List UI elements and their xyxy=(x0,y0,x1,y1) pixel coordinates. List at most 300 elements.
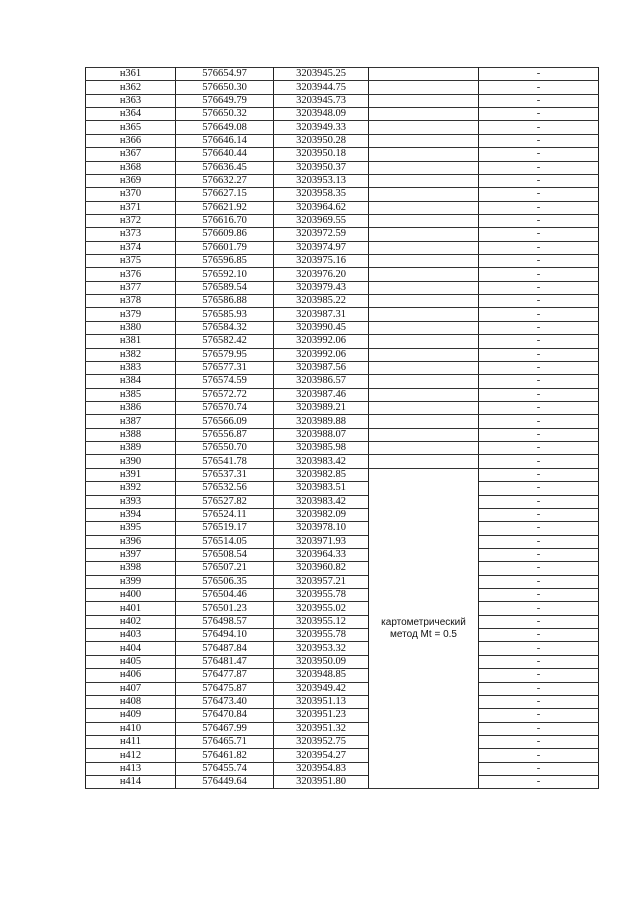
x-coordinate-cell: 576586.88 xyxy=(176,295,274,308)
x-coordinate-cell: 576465.71 xyxy=(176,735,274,748)
table-row xyxy=(86,81,599,94)
method-cell-empty xyxy=(369,94,479,107)
x-coordinate-cell: 576519.17 xyxy=(176,522,274,535)
x-coordinate-cell: 576636.45 xyxy=(176,161,274,174)
y-coordinate-cell: 3203951.23 xyxy=(274,709,369,722)
point-name-cell: н407 xyxy=(86,682,176,695)
table-row xyxy=(86,308,599,321)
dash-cell: - xyxy=(479,308,599,321)
point-name-cell: н376 xyxy=(86,268,176,281)
table-row xyxy=(86,188,599,201)
x-coordinate-cell: 576570.74 xyxy=(176,401,274,414)
table-row xyxy=(86,148,599,161)
table-row xyxy=(86,295,599,308)
table-row xyxy=(86,495,599,508)
y-coordinate-cell: 3203960.82 xyxy=(274,562,369,575)
x-coordinate-cell: 576506.35 xyxy=(176,575,274,588)
x-coordinate-cell: 576481.47 xyxy=(176,655,274,668)
dash-cell: - xyxy=(479,281,599,294)
dash-cell: - xyxy=(479,575,599,588)
y-coordinate-cell: 3203989.21 xyxy=(274,401,369,414)
y-coordinate-cell: 3203945.73 xyxy=(274,94,369,107)
method-cell-empty xyxy=(369,281,479,294)
dash-cell: - xyxy=(479,562,599,575)
y-coordinate-cell: 3203950.28 xyxy=(274,134,369,147)
x-coordinate-cell: 576650.30 xyxy=(176,81,274,94)
point-name-cell: н385 xyxy=(86,388,176,401)
dash-cell: - xyxy=(479,722,599,735)
y-coordinate-cell: 3203952.75 xyxy=(274,735,369,748)
y-coordinate-cell: 3203969.55 xyxy=(274,214,369,227)
point-name-cell: н403 xyxy=(86,629,176,642)
y-coordinate-cell: 3203950.09 xyxy=(274,655,369,668)
point-name-cell: н406 xyxy=(86,669,176,682)
y-coordinate-cell: 3203955.78 xyxy=(274,629,369,642)
point-name-cell: н399 xyxy=(86,575,176,588)
table-row xyxy=(86,121,599,134)
point-name-cell: н409 xyxy=(86,709,176,722)
table-row xyxy=(86,669,599,682)
x-coordinate-cell: 576585.93 xyxy=(176,308,274,321)
y-coordinate-cell: 3203974.97 xyxy=(274,241,369,254)
method-cell-empty xyxy=(369,455,479,468)
y-coordinate-cell: 3203945.25 xyxy=(274,68,369,81)
y-coordinate-cell: 3203985.22 xyxy=(274,295,369,308)
table-row xyxy=(86,201,599,214)
x-coordinate-cell: 576504.46 xyxy=(176,589,274,602)
table-row xyxy=(86,776,599,789)
point-name-cell: н366 xyxy=(86,134,176,147)
y-coordinate-cell: 3203951.13 xyxy=(274,695,369,708)
point-name-cell: н379 xyxy=(86,308,176,321)
dash-cell: - xyxy=(479,602,599,615)
table-row xyxy=(86,134,599,147)
dash-cell: - xyxy=(479,535,599,548)
table-row xyxy=(86,695,599,708)
y-coordinate-cell: 3203955.78 xyxy=(274,589,369,602)
table-row xyxy=(86,108,599,121)
dash-cell: - xyxy=(479,682,599,695)
x-coordinate-cell: 576470.84 xyxy=(176,709,274,722)
point-name-cell: н411 xyxy=(86,735,176,748)
table-row xyxy=(86,535,599,548)
x-coordinate-cell: 576649.79 xyxy=(176,94,274,107)
y-coordinate-cell: 3203949.33 xyxy=(274,121,369,134)
method-cell-empty xyxy=(369,308,479,321)
method-cell-empty xyxy=(369,415,479,428)
dash-cell: - xyxy=(479,174,599,187)
point-name-cell: н364 xyxy=(86,108,176,121)
x-coordinate-cell: 576579.95 xyxy=(176,348,274,361)
y-coordinate-cell: 3203964.33 xyxy=(274,548,369,561)
dash-cell: - xyxy=(479,642,599,655)
table-row xyxy=(86,709,599,722)
x-coordinate-cell: 576532.56 xyxy=(176,482,274,495)
dash-cell: - xyxy=(479,709,599,722)
method-cell-empty xyxy=(369,401,479,414)
table-row xyxy=(86,655,599,668)
method-cell-empty xyxy=(369,161,479,174)
point-name-cell: н387 xyxy=(86,415,176,428)
point-name-cell: н373 xyxy=(86,228,176,241)
dash-cell: - xyxy=(479,361,599,374)
method-cell-empty xyxy=(369,442,479,455)
table-row xyxy=(86,575,599,588)
y-coordinate-cell: 3203976.20 xyxy=(274,268,369,281)
point-name-cell: н404 xyxy=(86,642,176,655)
table-row xyxy=(86,589,599,602)
point-name-cell: н368 xyxy=(86,161,176,174)
y-coordinate-cell: 3203983.42 xyxy=(274,495,369,508)
table-row xyxy=(86,762,599,775)
point-name-cell: н401 xyxy=(86,602,176,615)
y-coordinate-cell: 3203987.31 xyxy=(274,308,369,321)
table-row xyxy=(86,361,599,374)
dash-cell: - xyxy=(479,214,599,227)
x-coordinate-cell: 576467.99 xyxy=(176,722,274,735)
x-coordinate-cell: 576627.15 xyxy=(176,188,274,201)
y-coordinate-cell: 3203992.06 xyxy=(274,335,369,348)
y-coordinate-cell: 3203985.98 xyxy=(274,442,369,455)
table-row xyxy=(86,548,599,561)
table-row xyxy=(86,642,599,655)
method-cell-empty xyxy=(369,68,479,81)
dash-cell: - xyxy=(479,228,599,241)
point-name-cell: н413 xyxy=(86,762,176,775)
method-accuracy: метод Mt = 0.5 xyxy=(390,628,457,640)
dash-cell: - xyxy=(479,482,599,495)
method-cell-empty xyxy=(369,348,479,361)
x-coordinate-cell: 576477.87 xyxy=(176,669,274,682)
method-cell-empty xyxy=(369,228,479,241)
x-coordinate-cell: 576577.31 xyxy=(176,361,274,374)
dash-cell: - xyxy=(479,495,599,508)
point-name-cell: н377 xyxy=(86,281,176,294)
x-coordinate-cell: 576640.44 xyxy=(176,148,274,161)
x-coordinate-cell: 576541.78 xyxy=(176,455,274,468)
table-row xyxy=(86,629,599,642)
method-cell-empty xyxy=(369,361,479,374)
dash-cell: - xyxy=(479,121,599,134)
dash-cell: - xyxy=(479,188,599,201)
y-coordinate-cell: 3203951.32 xyxy=(274,722,369,735)
table-row xyxy=(86,68,599,81)
method-cell-empty xyxy=(369,188,479,201)
table-row xyxy=(86,348,599,361)
dash-cell: - xyxy=(479,94,599,107)
y-coordinate-cell: 3203987.46 xyxy=(274,388,369,401)
dash-cell: - xyxy=(479,455,599,468)
x-coordinate-cell: 576592.10 xyxy=(176,268,274,281)
table-row xyxy=(86,482,599,495)
method-cell-empty xyxy=(369,255,479,268)
dash-cell: - xyxy=(479,148,599,161)
dash-cell: - xyxy=(479,442,599,455)
x-coordinate-cell: 576494.10 xyxy=(176,629,274,642)
x-coordinate-cell: 576501.23 xyxy=(176,602,274,615)
dash-cell: - xyxy=(479,134,599,147)
point-name-cell: н383 xyxy=(86,361,176,374)
point-name-cell: н390 xyxy=(86,455,176,468)
method-cell-empty xyxy=(369,335,479,348)
table-row xyxy=(86,94,599,107)
point-name-cell: н374 xyxy=(86,241,176,254)
x-coordinate-cell: 576550.70 xyxy=(176,442,274,455)
point-name-cell: н393 xyxy=(86,495,176,508)
point-name-cell: н402 xyxy=(86,615,176,628)
y-coordinate-cell: 3203983.42 xyxy=(274,455,369,468)
x-coordinate-cell: 576527.82 xyxy=(176,495,274,508)
y-coordinate-cell: 3203989.88 xyxy=(274,415,369,428)
point-name-cell: н361 xyxy=(86,68,176,81)
table-row xyxy=(86,335,599,348)
x-coordinate-cell: 576455.74 xyxy=(176,762,274,775)
y-coordinate-cell: 3203953.32 xyxy=(274,642,369,655)
table-row xyxy=(86,228,599,241)
method-cell-empty xyxy=(369,295,479,308)
point-name-cell: н370 xyxy=(86,188,176,201)
dash-cell: - xyxy=(479,335,599,348)
y-coordinate-cell: 3203975.16 xyxy=(274,255,369,268)
dash-cell: - xyxy=(479,522,599,535)
x-coordinate-cell: 576589.54 xyxy=(176,281,274,294)
point-name-cell: н363 xyxy=(86,94,176,107)
dash-cell: - xyxy=(479,348,599,361)
method-cell-empty xyxy=(369,321,479,334)
point-name-cell: н395 xyxy=(86,522,176,535)
method-cell-empty xyxy=(369,214,479,227)
dash-cell: - xyxy=(479,762,599,775)
coordinates-table-body xyxy=(86,68,599,789)
y-coordinate-cell: 3203949.42 xyxy=(274,682,369,695)
y-coordinate-cell: 3203992.06 xyxy=(274,348,369,361)
x-coordinate-cell: 576632.27 xyxy=(176,174,274,187)
y-coordinate-cell: 3203950.18 xyxy=(274,148,369,161)
table-row xyxy=(86,214,599,227)
point-name-cell: н398 xyxy=(86,562,176,575)
method-cell-empty xyxy=(369,81,479,94)
point-name-cell: н369 xyxy=(86,174,176,187)
point-name-cell: н389 xyxy=(86,442,176,455)
dash-cell: - xyxy=(479,615,599,628)
table-row xyxy=(86,388,599,401)
table-row xyxy=(86,442,599,455)
y-coordinate-cell: 3203954.83 xyxy=(274,762,369,775)
point-name-cell: н371 xyxy=(86,201,176,214)
y-coordinate-cell: 3203982.85 xyxy=(274,468,369,481)
table-row xyxy=(86,375,599,388)
table-row xyxy=(86,615,599,628)
method-cell-empty xyxy=(369,375,479,388)
x-coordinate-cell: 576621.92 xyxy=(176,201,274,214)
dash-cell: - xyxy=(479,108,599,121)
x-coordinate-cell: 576596.85 xyxy=(176,255,274,268)
x-coordinate-cell: 576566.09 xyxy=(176,415,274,428)
method-cell-empty xyxy=(369,388,479,401)
table-row xyxy=(86,508,599,521)
point-name-cell: н412 xyxy=(86,749,176,762)
dash-cell: - xyxy=(479,81,599,94)
y-coordinate-cell: 3203979.43 xyxy=(274,281,369,294)
point-name-cell: н410 xyxy=(86,722,176,735)
x-coordinate-cell: 576508.54 xyxy=(176,548,274,561)
point-name-cell: н414 xyxy=(86,776,176,789)
y-coordinate-cell: 3203988.07 xyxy=(274,428,369,441)
table-row xyxy=(86,268,599,281)
method-cell-empty xyxy=(369,428,479,441)
point-name-cell: н367 xyxy=(86,148,176,161)
x-coordinate-cell: 576537.31 xyxy=(176,468,274,481)
point-name-cell: н381 xyxy=(86,335,176,348)
dash-cell: - xyxy=(479,375,599,388)
table-row xyxy=(86,281,599,294)
dash-cell: - xyxy=(479,201,599,214)
point-name-cell: н362 xyxy=(86,81,176,94)
dash-cell: - xyxy=(479,548,599,561)
table-row xyxy=(86,455,599,468)
point-name-cell: н408 xyxy=(86,695,176,708)
x-coordinate-cell: 576654.97 xyxy=(176,68,274,81)
dash-cell: - xyxy=(479,295,599,308)
point-name-cell: н405 xyxy=(86,655,176,668)
table-row xyxy=(86,722,599,735)
method-cell-empty xyxy=(369,108,479,121)
y-coordinate-cell: 3203971.93 xyxy=(274,535,369,548)
method-cell-empty xyxy=(369,268,479,281)
method-cell-empty xyxy=(369,121,479,134)
point-name-cell: н391 xyxy=(86,468,176,481)
point-name-cell: н372 xyxy=(86,214,176,227)
table-row xyxy=(86,428,599,441)
y-coordinate-cell: 3203955.02 xyxy=(274,602,369,615)
method-name: картометрический xyxy=(381,616,466,628)
point-name-cell: н388 xyxy=(86,428,176,441)
point-name-cell: н400 xyxy=(86,589,176,602)
point-name-cell: н378 xyxy=(86,295,176,308)
dash-cell: - xyxy=(479,68,599,81)
y-coordinate-cell: 3203955.12 xyxy=(274,615,369,628)
y-coordinate-cell: 3203972.59 xyxy=(274,228,369,241)
x-coordinate-cell: 576498.57 xyxy=(176,615,274,628)
table-row xyxy=(86,415,599,428)
dash-cell: - xyxy=(479,695,599,708)
table-row xyxy=(86,241,599,254)
point-name-cell: н386 xyxy=(86,401,176,414)
x-coordinate-cell: 576584.32 xyxy=(176,321,274,334)
dash-cell: - xyxy=(479,428,599,441)
x-coordinate-cell: 576475.87 xyxy=(176,682,274,695)
method-cell-empty xyxy=(369,174,479,187)
point-name-cell: н365 xyxy=(86,121,176,134)
dash-cell: - xyxy=(479,268,599,281)
y-coordinate-cell: 3203987.56 xyxy=(274,361,369,374)
x-coordinate-cell: 576487.84 xyxy=(176,642,274,655)
x-coordinate-cell: 576582.42 xyxy=(176,335,274,348)
point-name-cell: н384 xyxy=(86,375,176,388)
y-coordinate-cell: 3203957.21 xyxy=(274,575,369,588)
point-name-cell: н392 xyxy=(86,482,176,495)
y-coordinate-cell: 3203990.45 xyxy=(274,321,369,334)
x-coordinate-cell: 576524.11 xyxy=(176,508,274,521)
x-coordinate-cell: 576556.87 xyxy=(176,428,274,441)
x-coordinate-cell: 576649.08 xyxy=(176,121,274,134)
y-coordinate-cell: 3203986.57 xyxy=(274,375,369,388)
method-cell-empty xyxy=(369,241,479,254)
y-coordinate-cell: 3203983.51 xyxy=(274,482,369,495)
dash-cell: - xyxy=(479,589,599,602)
y-coordinate-cell: 3203954.27 xyxy=(274,749,369,762)
table-row xyxy=(86,522,599,535)
dash-cell: - xyxy=(479,388,599,401)
table-row xyxy=(86,602,599,615)
point-name-cell: н394 xyxy=(86,508,176,521)
x-coordinate-cell: 576646.14 xyxy=(176,134,274,147)
dash-cell: - xyxy=(479,629,599,642)
x-coordinate-cell: 576449.64 xyxy=(176,776,274,789)
y-coordinate-cell: 3203958.35 xyxy=(274,188,369,201)
table-row xyxy=(86,468,599,481)
x-coordinate-cell: 576461.82 xyxy=(176,749,274,762)
dash-cell: - xyxy=(479,255,599,268)
coordinates-table xyxy=(85,67,599,789)
table-row xyxy=(86,562,599,575)
dash-cell: - xyxy=(479,655,599,668)
table-row xyxy=(86,174,599,187)
x-coordinate-cell: 576514.05 xyxy=(176,535,274,548)
table-row xyxy=(86,161,599,174)
dash-cell: - xyxy=(479,508,599,521)
x-coordinate-cell: 576473.40 xyxy=(176,695,274,708)
y-coordinate-cell: 3203953.13 xyxy=(274,174,369,187)
method-cell xyxy=(369,468,479,789)
table-row xyxy=(86,321,599,334)
table-row xyxy=(86,749,599,762)
y-coordinate-cell: 3203944.75 xyxy=(274,81,369,94)
table-row xyxy=(86,255,599,268)
x-coordinate-cell: 576650.32 xyxy=(176,108,274,121)
method-cell-empty xyxy=(369,134,479,147)
dash-cell: - xyxy=(479,161,599,174)
dash-cell: - xyxy=(479,241,599,254)
y-coordinate-cell: 3203948.09 xyxy=(274,108,369,121)
dash-cell: - xyxy=(479,321,599,334)
point-name-cell: н382 xyxy=(86,348,176,361)
y-coordinate-cell: 3203982.09 xyxy=(274,508,369,521)
x-coordinate-cell: 576601.79 xyxy=(176,241,274,254)
dash-cell: - xyxy=(479,735,599,748)
y-coordinate-cell: 3203978.10 xyxy=(274,522,369,535)
dash-cell: - xyxy=(479,776,599,789)
x-coordinate-cell: 576574.59 xyxy=(176,375,274,388)
table-row xyxy=(86,401,599,414)
y-coordinate-cell: 3203964.62 xyxy=(274,201,369,214)
dash-cell: - xyxy=(479,749,599,762)
x-coordinate-cell: 576507.21 xyxy=(176,562,274,575)
point-name-cell: н380 xyxy=(86,321,176,334)
x-coordinate-cell: 576616.70 xyxy=(176,214,274,227)
y-coordinate-cell: 3203951.80 xyxy=(274,776,369,789)
dash-cell: - xyxy=(479,401,599,414)
x-coordinate-cell: 576572.72 xyxy=(176,388,274,401)
dash-cell: - xyxy=(479,415,599,428)
dash-cell: - xyxy=(479,669,599,682)
y-coordinate-cell: 3203948.85 xyxy=(274,669,369,682)
method-cell-empty xyxy=(369,201,479,214)
method-cell-empty xyxy=(369,148,479,161)
point-name-cell: н396 xyxy=(86,535,176,548)
table-row xyxy=(86,735,599,748)
x-coordinate-cell: 576609.86 xyxy=(176,228,274,241)
